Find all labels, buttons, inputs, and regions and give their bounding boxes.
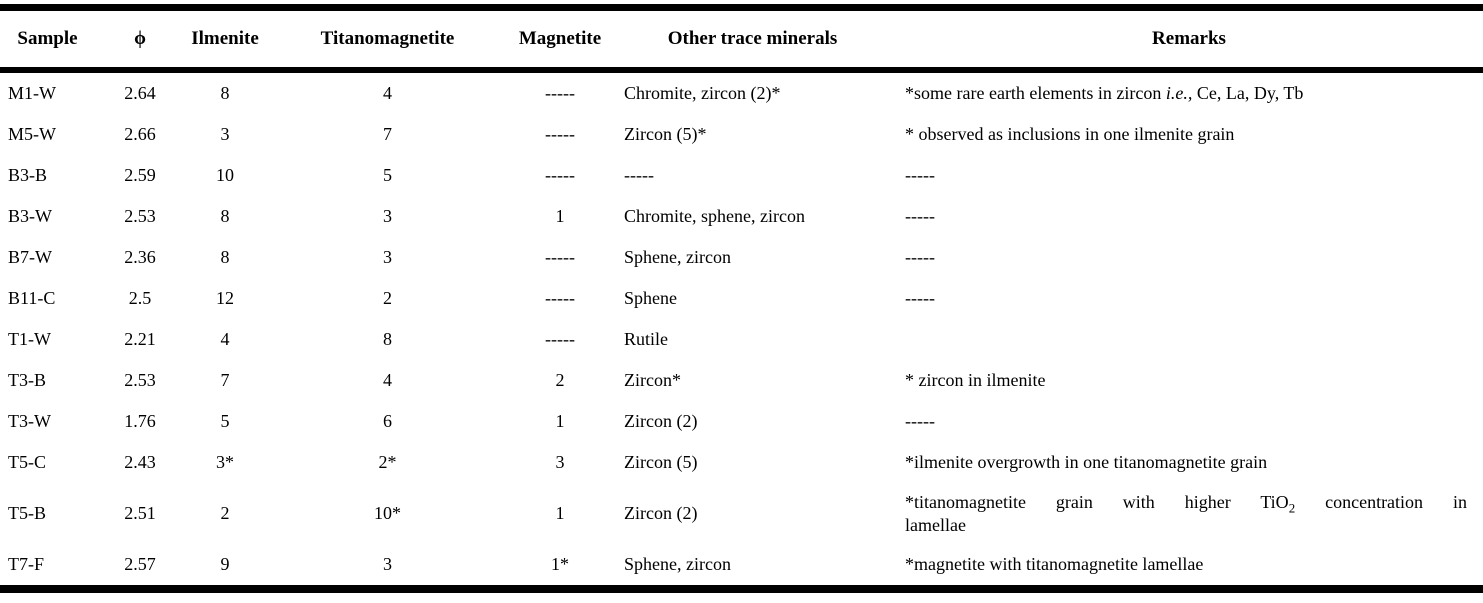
titanomagnetite-cell: 2*	[378, 452, 397, 473]
sample-cell: T5-C	[8, 452, 46, 473]
titanomagnetite-cell: 7	[383, 124, 392, 145]
magnetite-cell: 3	[555, 452, 565, 473]
titanomagnetite-cell: 4	[383, 83, 392, 104]
titanomagnetite-cell: 2	[383, 288, 392, 309]
table-row	[0, 278, 1483, 319]
remarks-cell: * zircon in ilmenite	[905, 370, 1046, 391]
ilmenite-cell: 2	[220, 503, 230, 524]
table-row	[0, 544, 1483, 589]
table-body	[0, 70, 1483, 589]
remark-italic: i.e.,	[1165, 83, 1193, 104]
remarks-cell: -----	[905, 206, 935, 227]
magnetite-cell: -----	[545, 288, 575, 309]
other-minerals-cell: Chromite, zircon (2)*	[624, 83, 781, 104]
sample-cell: T7-F	[8, 554, 44, 575]
remark-text: *titanomagnetite grain with higher TiO	[905, 492, 1289, 512]
remarks-cell	[895, 70, 1483, 114]
table-row	[0, 442, 1483, 483]
magnetite-cell: -----	[545, 329, 575, 350]
table-header	[0, 8, 1483, 71]
table-row	[0, 483, 1483, 544]
sample-cell: M1-W	[8, 83, 56, 104]
remarks-cell: *ilmenite overgrowth in one titanomagnetite grain	[905, 452, 1268, 473]
magnetite-cell: 1*	[551, 554, 569, 575]
phi-cell: 2.5	[128, 288, 152, 309]
table-row	[0, 70, 1483, 114]
col-header-phi: ϕ	[134, 28, 146, 49]
phi-cell: 1.76	[124, 411, 156, 432]
sample-cell: B3-B	[8, 165, 48, 186]
ilmenite-cell: 8	[220, 206, 230, 227]
remarks-cell: -----	[905, 165, 935, 186]
sample-cell: T5-B	[8, 503, 46, 524]
titanomagnetite-cell: 6	[383, 411, 392, 432]
header-row	[0, 8, 1483, 71]
remark-subscript: 2	[1288, 500, 1296, 516]
table-row	[0, 360, 1483, 401]
titanomagnetite-cell: 5	[383, 165, 392, 186]
ilmenite-cell: 7	[220, 370, 230, 391]
phi-cell: 2.57	[124, 554, 156, 575]
sample-cell: T1-W	[8, 329, 51, 350]
phi-cell: 2.64	[124, 83, 156, 104]
sample-cell: B7-W	[8, 247, 52, 268]
col-header-magnetite: Magnetite	[518, 28, 602, 49]
phi-cell: 2.43	[124, 452, 156, 473]
ilmenite-cell: 5	[220, 411, 230, 432]
col-header-remarks: Remarks	[1152, 28, 1226, 49]
magnetite-cell: 2	[555, 370, 565, 391]
table-row	[0, 401, 1483, 442]
col-header-other-trace-minerals: Other trace minerals	[667, 28, 838, 49]
ilmenite-cell: 8	[220, 83, 230, 104]
magnetite-cell: 1	[555, 206, 565, 227]
magnetite-cell: -----	[545, 247, 575, 268]
col-header-titanomagnetite: Titanomagnetite	[320, 28, 455, 49]
other-minerals-cell: Sphene, zircon	[624, 247, 731, 268]
phi-cell: 2.36	[124, 247, 156, 268]
sample-cell: B11-C	[8, 288, 56, 309]
remark-line-1	[905, 491, 1467, 514]
titanomagnetite-cell: 8	[383, 329, 392, 350]
ilmenite-cell: 8	[220, 247, 230, 268]
sample-cell: T3-B	[8, 370, 46, 391]
titanomagnetite-cell: 10*	[374, 503, 401, 524]
table-row	[0, 237, 1483, 278]
remark-text: *some rare earth elements in zircon	[905, 83, 1166, 104]
magnetite-cell: 1	[555, 411, 565, 432]
remarks-cell	[895, 319, 1483, 360]
table-row	[0, 196, 1483, 237]
phi-cell: 2.59	[124, 165, 156, 186]
other-minerals-cell: Zircon (2)	[624, 411, 698, 432]
remark-text: concentration in	[1295, 492, 1467, 512]
other-minerals-cell: Zircon (5)*	[624, 124, 707, 145]
mineral-composition-table	[0, 4, 1483, 593]
table-row	[0, 319, 1483, 360]
remarks-cell: * observed as inclusions in one ilmenite grain	[905, 124, 1235, 145]
other-minerals-cell: -----	[624, 165, 654, 186]
other-minerals-cell: Zircon (5)	[624, 452, 698, 473]
other-minerals-cell: Chromite, sphene, zircon	[624, 206, 805, 227]
remarks-cell: -----	[905, 247, 935, 268]
titanomagnetite-cell: 4	[383, 370, 392, 391]
other-minerals-cell: Rutile	[624, 329, 668, 350]
phi-cell: 2.21	[124, 329, 156, 350]
sample-cell: T3-W	[8, 411, 51, 432]
ilmenite-cell: 4	[220, 329, 230, 350]
magnetite-cell: -----	[545, 83, 575, 104]
phi-cell: 2.53	[124, 370, 156, 391]
other-minerals-cell: Sphene, zircon	[624, 554, 731, 575]
titanomagnetite-cell: 3	[383, 206, 392, 227]
magnetite-cell: -----	[545, 165, 575, 186]
other-minerals-cell: Zircon (2)	[624, 503, 698, 524]
remark-text: Ce, La, Dy, Tb	[1192, 83, 1304, 104]
sample-cell: B3-W	[8, 206, 52, 227]
remark-line-2: lamellae	[905, 514, 966, 535]
remarks-cell: -----	[905, 288, 935, 309]
magnetite-cell: 1	[555, 503, 565, 524]
phi-cell: 2.66	[124, 124, 156, 145]
remarks-cell: *magnetite with titanomagnetite lamellae	[905, 554, 1204, 575]
col-header-sample: Sample	[17, 28, 78, 49]
phi-cell: 2.51	[124, 503, 156, 524]
ilmenite-cell: 3	[220, 124, 230, 145]
magnetite-cell: -----	[545, 124, 575, 145]
other-minerals-cell: Sphene	[624, 288, 677, 309]
remarks-cell	[895, 483, 1483, 544]
titanomagnetite-cell: 3	[383, 554, 392, 575]
sample-cell: M5-W	[8, 124, 56, 145]
col-header-ilmenite: Ilmenite	[191, 28, 259, 49]
ilmenite-cell: 10	[216, 165, 234, 186]
other-minerals-cell: Zircon*	[624, 370, 681, 391]
table-row	[0, 114, 1483, 155]
ilmenite-cell: 3*	[216, 452, 234, 473]
table-row	[0, 155, 1483, 196]
phi-cell: 2.53	[124, 206, 156, 227]
remarks-cell: -----	[905, 411, 935, 432]
titanomagnetite-cell: 3	[383, 247, 392, 268]
ilmenite-cell: 9	[220, 554, 230, 575]
ilmenite-cell: 12	[216, 288, 234, 309]
